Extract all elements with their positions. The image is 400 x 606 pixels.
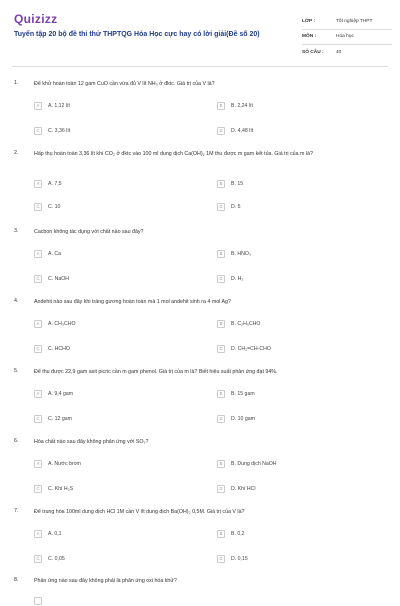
option-text: B. Dung dịch NaOH bbox=[231, 460, 277, 467]
question-number: 7. bbox=[14, 508, 19, 514]
option-key-box bbox=[34, 597, 42, 605]
option-text: C. Khí H₂S bbox=[48, 485, 74, 492]
meta-value: Hóa học bbox=[336, 34, 354, 40]
option-a[interactable] bbox=[34, 248, 61, 259]
option-d[interactable] bbox=[217, 553, 248, 564]
option-text: C. 0,05 bbox=[48, 555, 65, 562]
option-text: C. HCHO bbox=[48, 345, 70, 352]
option-text: A. 1,12 lít bbox=[48, 102, 70, 109]
question-number: 8. bbox=[14, 577, 19, 583]
option-text: C. 10 bbox=[48, 203, 61, 210]
option-c[interactable] bbox=[34, 273, 69, 284]
option-key-box: B bbox=[217, 460, 225, 468]
option-text: A. 0,1 bbox=[48, 530, 62, 537]
question-text: Để trung hòa 100ml dung dịch HCl 1M cần V lít dung dịch Ba(OH)₂ 0,5M. Giá trị của V là? bbox=[34, 509, 245, 515]
option-text: A. 7,5 bbox=[48, 180, 62, 187]
option-key-box: B bbox=[217, 180, 225, 188]
meta-label: MÔN : bbox=[302, 34, 317, 40]
option-key-box: D bbox=[217, 275, 225, 283]
meta-value: 40 bbox=[336, 49, 342, 55]
option-key-box: A bbox=[34, 320, 42, 328]
meta-row-class bbox=[302, 14, 392, 30]
option-key-box: A bbox=[34, 390, 42, 398]
worksheet-meta bbox=[302, 14, 392, 60]
option-b[interactable] bbox=[217, 318, 260, 329]
option-text: C. NaOH bbox=[48, 275, 70, 282]
option-text: B. 2,24 lít bbox=[231, 102, 253, 109]
option-c[interactable] bbox=[34, 201, 60, 212]
option-b[interactable] bbox=[217, 100, 253, 111]
option-key-box: D bbox=[217, 203, 225, 211]
option-key-box: C bbox=[34, 345, 42, 353]
option-d[interactable] bbox=[217, 201, 241, 212]
option-key-box: C bbox=[34, 485, 42, 493]
question-text: Andehit nào sau đây khi tráng gương hoàn toàn mà 1 mol andehit sinh ra 4 mol Ag? bbox=[34, 299, 231, 305]
option-text: D. 5 bbox=[231, 203, 241, 210]
option-d[interactable] bbox=[217, 413, 255, 424]
question-text: Cacbon không tác dụng với chất nào sau đây? bbox=[34, 229, 144, 235]
option-key-box: D bbox=[217, 127, 225, 135]
option-text: D. 0,15 bbox=[231, 555, 248, 562]
option-text: D. H₂ bbox=[231, 275, 244, 282]
meta-value: Tốt nghiệp THPT bbox=[336, 18, 373, 24]
option-text: C. 3,36 lít bbox=[48, 127, 71, 134]
option-text: A. CH₃CHO bbox=[48, 320, 76, 327]
option-text: A. 9,4 gam bbox=[48, 390, 74, 397]
option-a-partial[interactable] bbox=[34, 595, 42, 606]
option-c[interactable] bbox=[34, 483, 73, 494]
option-c[interactable] bbox=[34, 343, 70, 354]
option-key-box: A bbox=[34, 102, 42, 110]
option-d[interactable] bbox=[217, 343, 271, 354]
option-text: A. Ca bbox=[48, 250, 61, 257]
meta-label: SỐ CÂU : bbox=[302, 49, 324, 55]
option-key-box: B bbox=[217, 530, 225, 538]
header-divider bbox=[12, 66, 388, 67]
option-d[interactable] bbox=[217, 273, 243, 284]
option-c[interactable] bbox=[34, 125, 70, 136]
question-number: 6. bbox=[14, 438, 19, 444]
option-key-box: A bbox=[34, 250, 42, 258]
option-key-box: D bbox=[217, 415, 225, 423]
option-b[interactable] bbox=[217, 178, 243, 189]
option-b[interactable] bbox=[217, 248, 251, 259]
question-number: 1. bbox=[14, 80, 19, 86]
question-text: Phản ứng nào sau đây không phải là phản ứng oxi hóa khử? bbox=[34, 578, 177, 584]
meta-label: LỚP : bbox=[302, 18, 316, 24]
meta-row-subject bbox=[302, 30, 392, 46]
option-key-box: A bbox=[34, 460, 42, 468]
option-text: B. C₂H₅CHO bbox=[231, 320, 261, 327]
option-key-box: B bbox=[217, 390, 225, 398]
option-text: D. CH₂=CH-CHO bbox=[231, 345, 271, 352]
option-text: B. 0,2 bbox=[231, 530, 245, 537]
option-key-box: B bbox=[217, 250, 225, 258]
question-text: Hấp thụ hoàn toàn 3,36 lít khí CO₂ ở đktc vào 100 ml dung dịch Ca(OH)₂ 1M thu được m gam kết tủa. Giá trị của m là? bbox=[34, 151, 313, 157]
option-text: C. 12 gam bbox=[48, 415, 72, 422]
option-text: A. Nước brom bbox=[48, 460, 81, 467]
option-key-box: C bbox=[34, 127, 42, 135]
worksheet-header bbox=[0, 0, 400, 62]
option-a[interactable] bbox=[34, 100, 70, 111]
option-text: B. HNO₃ bbox=[231, 250, 251, 257]
option-d[interactable] bbox=[217, 483, 256, 494]
option-key-box: D bbox=[217, 345, 225, 353]
option-text: D. 4,48 lít bbox=[231, 127, 254, 134]
option-text: D. Khí HCl bbox=[231, 485, 256, 492]
question-number: 4. bbox=[14, 298, 19, 304]
question-number: 3. bbox=[14, 228, 19, 234]
option-d[interactable] bbox=[217, 125, 253, 136]
question-text: Để thu được 22,9 gam axit picric cần m gam phenol. Giá trị của m là? Biết hiệu suất phản ứng đạt 94%. bbox=[34, 369, 278, 375]
quizizz-logo: Quizizz bbox=[14, 12, 58, 26]
option-text: B. 15 gam bbox=[231, 390, 255, 397]
meta-row-count bbox=[302, 45, 392, 60]
option-a[interactable] bbox=[34, 388, 73, 399]
option-text: B. 15 bbox=[231, 180, 244, 187]
question-number: 5. bbox=[14, 368, 19, 374]
option-a[interactable] bbox=[34, 178, 62, 189]
option-a[interactable] bbox=[34, 528, 62, 539]
option-a[interactable] bbox=[34, 458, 81, 469]
option-key-box: B bbox=[217, 102, 225, 110]
option-key-box: C bbox=[34, 555, 42, 563]
option-b[interactable] bbox=[217, 528, 245, 539]
option-key-box: C bbox=[34, 275, 42, 283]
option-text: D. 10 gam bbox=[231, 415, 255, 422]
worksheet-title: Tuyển tập 20 bộ đề thi thử THPTQG Hóa Học cực hay có lời giải(Đề số 20) bbox=[14, 31, 260, 38]
question-text: Hóa chất nào sau đây không phản ứng với SO₂? bbox=[34, 439, 149, 445]
option-key-box: C bbox=[34, 415, 42, 423]
option-a[interactable] bbox=[34, 318, 75, 329]
option-c[interactable] bbox=[34, 413, 72, 424]
option-b[interactable] bbox=[217, 458, 277, 469]
option-key-box: D bbox=[217, 485, 225, 493]
question-number: 2. bbox=[14, 150, 19, 156]
option-b[interactable] bbox=[217, 388, 255, 399]
option-c[interactable] bbox=[34, 553, 65, 564]
option-key-box: C bbox=[34, 203, 42, 211]
option-key-box: B bbox=[217, 320, 225, 328]
option-key-box: A bbox=[34, 180, 42, 188]
option-key-box: A bbox=[34, 530, 42, 538]
option-key-box: D bbox=[217, 555, 225, 563]
question-text: Để khử hoàn toàn 12 gam CuO cần vừa đủ V lít NH₃ ở đktc. Giá trị của V là? bbox=[34, 81, 215, 87]
